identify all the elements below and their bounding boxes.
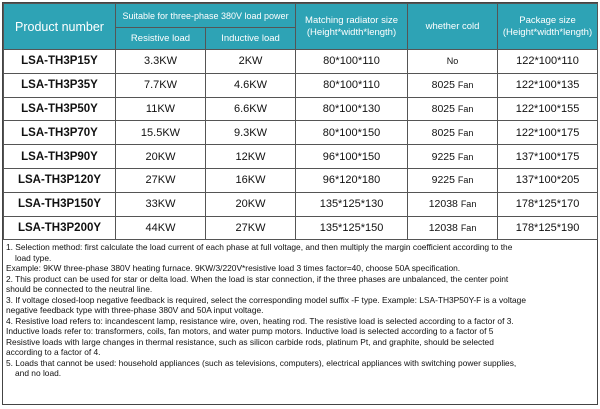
cell-cold-number: 9225 xyxy=(431,150,455,163)
cell-resistive: 11KW xyxy=(116,97,206,121)
cell-cold-number: 9225 xyxy=(431,174,455,187)
cell-model: LSA-TH3P35Y xyxy=(4,73,116,97)
note-3-line-1: 3. If voltage closed-loop negative feedback is required, select the corresponding model suffix -F type. Example: LSA-TH3P50Y-F is a voltage xyxy=(6,294,526,305)
table-row xyxy=(4,168,598,192)
cell-inductive: 9.3KW xyxy=(206,121,296,145)
cell-package: 178*125*170 xyxy=(498,192,598,216)
table-row xyxy=(4,97,598,121)
table-row xyxy=(4,121,598,145)
cell-model: LSA-TH3P120Y xyxy=(4,168,116,192)
header-package-line2: (Height*width*length) xyxy=(502,26,593,38)
cell-radiator: 96*120*180 xyxy=(296,168,408,192)
cell-radiator: 80*100*150 xyxy=(296,121,408,145)
cell-resistive: 15.5KW xyxy=(116,121,206,145)
cell-radiator: 135*125*130 xyxy=(296,192,408,216)
cell-cold xyxy=(408,216,498,240)
table-row xyxy=(4,50,598,74)
spec-table xyxy=(3,3,598,240)
cell-radiator: 96*100*150 xyxy=(296,145,408,169)
cell-cold-unit: Fan xyxy=(460,199,477,210)
cell-cold-unit: No xyxy=(446,56,459,67)
cell-inductive: 27KW xyxy=(206,216,296,240)
cell-resistive: 44KW xyxy=(116,216,206,240)
note-4-line-1: 4. Resistive load refers to: incandescent lamp, resistance wire, oven, heating rod. The resistive load is selected according to a factor of 3. xyxy=(6,315,514,326)
cell-inductive: 2KW xyxy=(206,50,296,74)
note-5-line-1: 5. Loads that cannot be used: household appliances (such as televisions, computers), electrical appliances with switching power supplies, xyxy=(6,357,517,368)
cell-cold xyxy=(408,168,498,192)
cell-cold-number: 8025 xyxy=(431,102,455,115)
table-row xyxy=(4,73,598,97)
cell-cold-unit: Fan xyxy=(457,80,474,91)
header-package-size xyxy=(498,4,598,50)
table-row xyxy=(4,145,598,169)
header-suitable-load-power: Suitable for three-phase 380V load power xyxy=(116,4,296,28)
cell-cold-number: 8025 xyxy=(431,126,455,139)
cell-model: LSA-TH3P15Y xyxy=(4,50,116,74)
cell-cold-unit: Fan xyxy=(457,103,474,114)
note-5-line-2: and no load. xyxy=(15,368,62,379)
cell-cold xyxy=(408,73,498,97)
note-1-line-1: 1. Selection method: first calculate the load current of each phase at full voltage, and then multiply the margin coefficient according to the xyxy=(6,242,513,253)
header-row-1 xyxy=(4,4,598,28)
header-package-line1: Package size xyxy=(519,14,576,26)
cell-resistive: 3.3KW xyxy=(116,50,206,74)
cell-inductive: 16KW xyxy=(206,168,296,192)
header-product-number: Product number xyxy=(4,4,116,50)
cell-cold-number: 12038 xyxy=(428,221,458,234)
header-radiator-line1: Matching radiator size xyxy=(305,14,398,26)
cell-package: 122*100*110 xyxy=(498,50,598,74)
notes-section xyxy=(3,240,597,381)
table-row xyxy=(4,192,598,216)
cell-cold-unit: Fan xyxy=(457,127,474,138)
spec-sheet xyxy=(2,2,598,405)
header-radiator-size xyxy=(296,4,408,50)
header-whether-cold: whether cold xyxy=(408,4,498,50)
note-4-line-3: Resistive loads with large changes in thermal resistance, such as silicon carbide rods, platinum Pt, and graphite, should be selected xyxy=(6,336,494,347)
cell-cold xyxy=(408,192,498,216)
note-4-line-4: according to a factor of 4. xyxy=(6,347,101,358)
cell-resistive: 27KW xyxy=(116,168,206,192)
header-resistive-load: Resistive load xyxy=(116,28,206,50)
note-3-line-2: negative feedback type with three-phase 380V and 50A input voltage. xyxy=(6,305,264,316)
cell-model: LSA-TH3P70Y xyxy=(4,121,116,145)
cell-cold-unit: Fan xyxy=(457,151,474,162)
cell-model: LSA-TH3P90Y xyxy=(4,145,116,169)
cell-package: 178*125*190 xyxy=(498,216,598,240)
cell-cold xyxy=(408,97,498,121)
cell-package: 122*100*155 xyxy=(498,97,598,121)
header-radiator-line2: (Height*width*length) xyxy=(306,26,397,38)
cell-model: LSA-TH3P50Y xyxy=(4,97,116,121)
cell-cold xyxy=(408,121,498,145)
cell-resistive: 7.7KW xyxy=(116,73,206,97)
cell-radiator: 80*100*130 xyxy=(296,97,408,121)
note-2-line-1: 2. This product can be used for star or delta load. When the load is star connection, if the three phases are unbalanced, the center point xyxy=(6,273,509,284)
cell-cold-number: 12038 xyxy=(428,198,458,211)
cell-package: 122*100*175 xyxy=(498,121,598,145)
cell-radiator: 135*125*150 xyxy=(296,216,408,240)
cell-cold xyxy=(408,50,498,74)
cell-inductive: 12KW xyxy=(206,145,296,169)
cell-inductive: 4.6KW xyxy=(206,73,296,97)
cell-radiator: 80*100*110 xyxy=(296,50,408,74)
cell-inductive: 6.6KW xyxy=(206,97,296,121)
cell-inductive: 20KW xyxy=(206,192,296,216)
cell-cold xyxy=(408,145,498,169)
table-row xyxy=(4,216,598,240)
header-inductive-load: Inductive load xyxy=(206,28,296,50)
cell-radiator: 80*100*110 xyxy=(296,73,408,97)
cell-cold-number: 8025 xyxy=(431,79,455,92)
cell-package: 137*100*175 xyxy=(498,145,598,169)
cell-resistive: 33KW xyxy=(116,192,206,216)
note-4-line-2: Inductive loads refer to: transformers, coils, fan motors, and water pump motors. Inductive load is selected according to a factor of 5 xyxy=(6,326,494,337)
note-1-line-2: load type. xyxy=(15,252,52,263)
note-1-example: Example: 9KW three-phase 380V heating furnace. 9KW/3/220V*resistive load 3 times factor=40, choose 50A specification. xyxy=(6,263,461,274)
cell-resistive: 20KW xyxy=(116,145,206,169)
cell-model: LSA-TH3P150Y xyxy=(4,192,116,216)
cell-model: LSA-TH3P200Y xyxy=(4,216,116,240)
cell-cold-unit: Fan xyxy=(460,222,477,233)
cell-package: 122*100*135 xyxy=(498,73,598,97)
cell-package: 137*100*205 xyxy=(498,168,598,192)
cell-cold-unit: Fan xyxy=(457,175,474,186)
note-2-line-2: should be connected to the neutral line. xyxy=(6,284,153,295)
